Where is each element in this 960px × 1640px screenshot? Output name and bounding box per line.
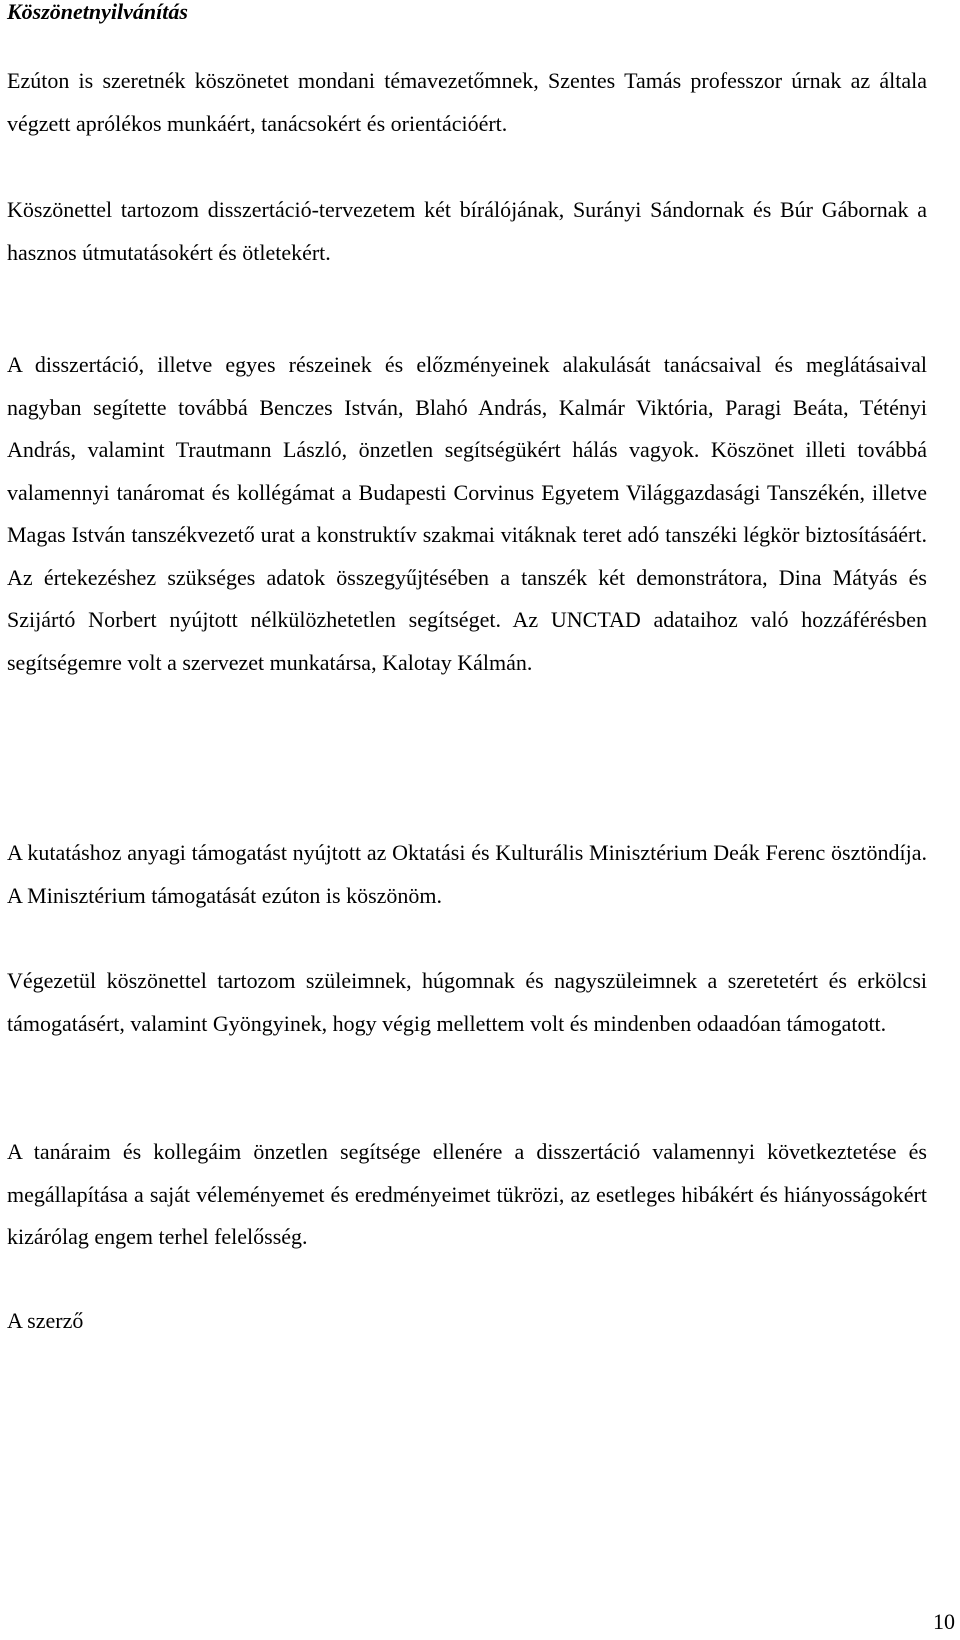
paragraph-colleagues-thanks: A disszertáció, illetve egyes részeinek és előzményeinek alakulását tanácsaival és meglátásaival nagyban segítette továbbá Benczes István, Blahó András, Kalmár Viktória, Paragi Beáta, Tétényi András, valamint Trautmann László, önzetlen segítségükért hálás vagyok. Köszönet illeti továbbá valamennyi tanáromat és kollégámat a Budapesti Corvinus Egyetem Világgazdasági Tanszékén, illetve Magas István tanszékvezető urat a konstruktív szakmai vitáknak teret adó tanszéki légkör biztosításáért. Az értekezéshez szükséges adatok összegyűjtésében a tanszék két demonstrátora, Dina Mátyás és Szijártó Norbert nyújtott nélkülözhetetlen segítséget. Az UNCTAD adataihoz való hozzáférésben segítségemre volt a szervezet munkatársa, Kalotay Kálmán. [7, 352, 927, 675]
page-number: 10 [933, 1609, 955, 1634]
page-title: Köszönetnyilvánítás [7, 0, 188, 24]
paragraph-family-thanks: Végezetül köszönettel tartozom szüleimnek, húgomnak és nagyszüleimnek a szeretetért és erkölcsi támogatásért, valamint Gyöngyinek, hogy végig mellettem volt és mindenben odaadóan támogatott. [7, 968, 927, 1036]
paragraph-reviewers-thanks: Köszönettel tartozom disszertáció-tervezetem két bírálójának, Surányi Sándornak és Búr Gábornak a hasznos útmutatásokért és ötletekért. [7, 197, 927, 265]
paragraph-responsibility-note: A tanáraim és kollegáim önzetlen segítsége ellenére a disszertáció valamennyi következtetése és megállapítása a saját véleményemet és eredményeimet tükrözi, az esetleges hibákért és hiányosságokért kizárólag engem terhel felelősség. [7, 1139, 927, 1249]
paragraph-funding-thanks: A kutatáshoz anyagi támogatást nyújtott az Oktatási és Kulturális Minisztérium Deák Ferenc ösztöndíja. A Minisztérium támogatását ezúton is köszönöm. [7, 840, 927, 908]
paragraph-supervisor-thanks: Ezúton is szeretnék köszönetet mondani témavezetőmnek, Szentes Tamás professzor úrnak az általa végzett aprólékos munkáért, tanácsokért és orientációért. [7, 68, 927, 136]
author-signature: A szerző [7, 1308, 84, 1333]
